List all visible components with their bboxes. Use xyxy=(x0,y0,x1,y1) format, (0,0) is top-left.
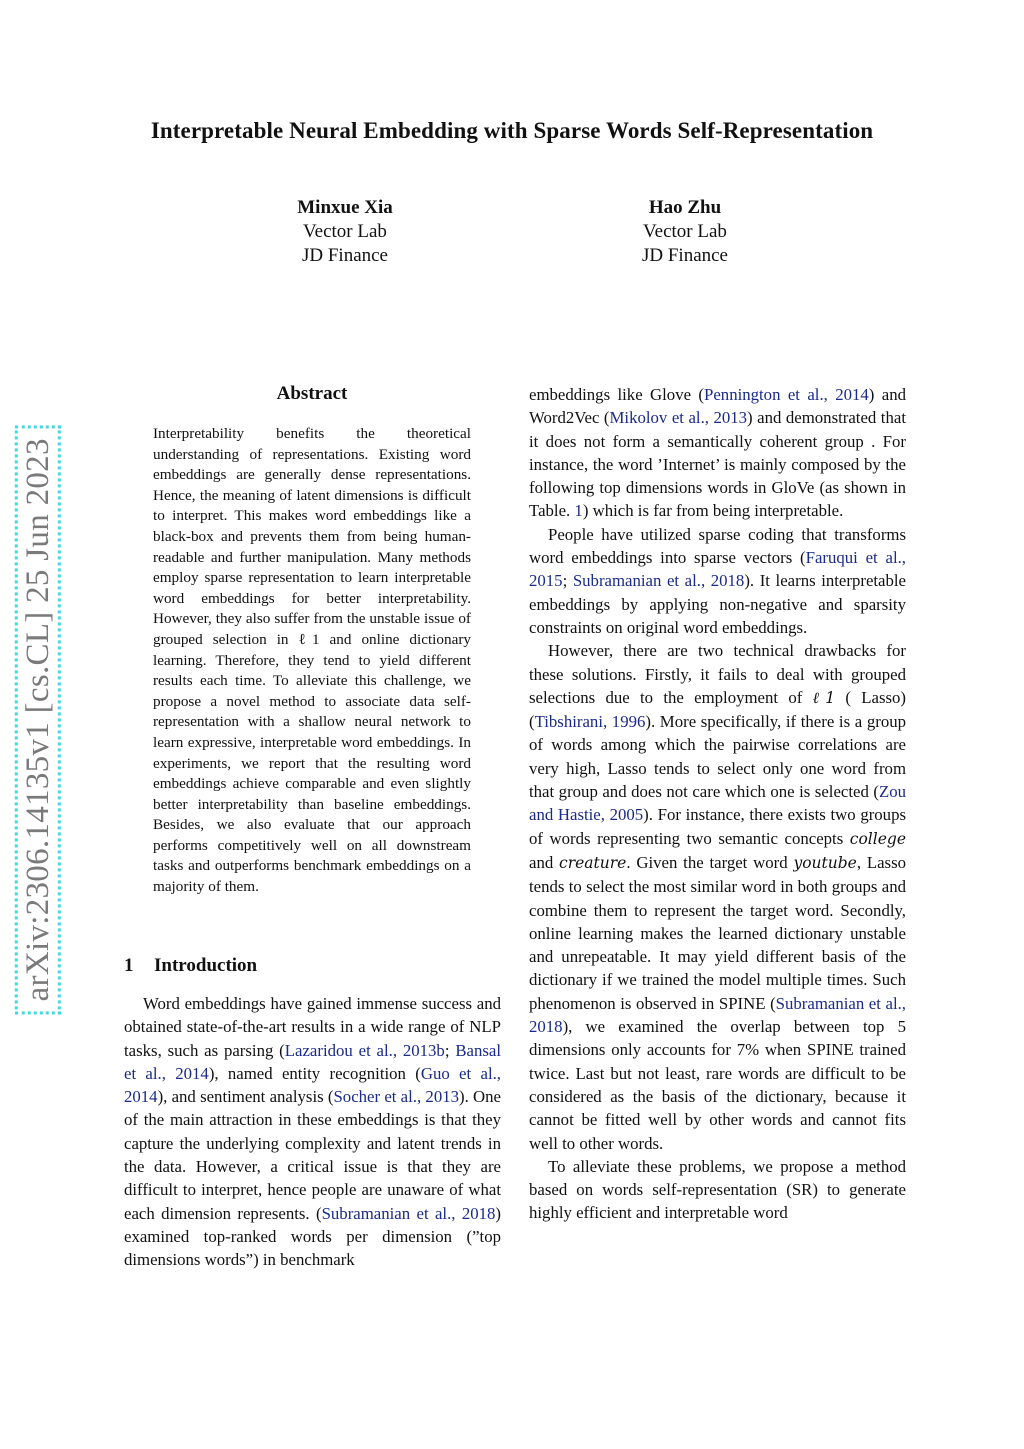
arxiv-sidebar xyxy=(14,420,62,1020)
text-run: ), and sentiment analysis ( xyxy=(157,1087,334,1107)
text-run: . Given the target word xyxy=(626,852,794,872)
math-term: ℓ1 xyxy=(812,688,836,707)
author-name: Hao Zhu xyxy=(648,197,722,218)
text-run: However, there are two technical drawbacks for these solutions. Firstly, it fails to deal with grouped selections due to the employment of xyxy=(529,641,906,707)
text-run: ( Lasso) ( xyxy=(529,687,907,732)
intro-paragraph-5 xyxy=(529,1155,906,1225)
author-affiliation: JD Finance xyxy=(641,245,728,266)
citation-link[interactable]: Socher et al., 2013 xyxy=(333,1087,459,1107)
text-run: ), named entity recognition ( xyxy=(208,1063,421,1083)
left-column xyxy=(124,992,501,1272)
right-column xyxy=(529,383,906,1225)
author-block-2 xyxy=(555,196,815,268)
intro-paragraph-1 xyxy=(124,992,501,1272)
section-title: Introduction xyxy=(154,955,258,976)
text-run: ). It learns interpretable embeddings by applying non-negative and sparsity constraints on original word embeddings. xyxy=(529,571,907,637)
citation-link[interactable]: Subramanian et al., 2018 xyxy=(572,571,745,591)
intro-paragraph-3 xyxy=(529,523,906,639)
math-term: creature xyxy=(559,853,627,872)
abstract-heading: Abstract xyxy=(276,383,348,404)
citation-link[interactable]: Faruqui et al., 2015 xyxy=(529,548,906,591)
text-run: ). For instance, there exists two groups of words representing two semantic concepts xyxy=(529,805,906,848)
text-run: To alleviate these problems, we propose a method based on words self-representation (SR) to generate highly efficient and interpretable word xyxy=(529,1156,906,1223)
citation-link[interactable]: Tibshirani, 1996 xyxy=(534,712,646,732)
text-run: , Lasso tends to select the most similar word in both groups and combine them to represent the target word. Secondly, online learning makes the learned dictionary unstable and unrepeatable. It may yield different basis of the dictionary if we trained the model multiple times. Such phenomenon is observed in SPINE ( xyxy=(529,852,906,1013)
author-name: Minxue Xia xyxy=(297,197,393,218)
citation-link[interactable]: Zou and Hastie, 2005 xyxy=(529,782,906,825)
citation-link[interactable]: Pennington et al., 2014 xyxy=(704,385,869,404)
text-run: Word embeddings have gained immense success and obtained state-of-the-art results in a wide range of NLP tasks, such as parsing ( xyxy=(124,994,501,1060)
text-run: ), we examined the overlap between top 5 dimensions only accounts for 7% when SPINE trained twice. Last but not least, rare words are difficult to be considered as the basis of the dictionary, because it cannot be fitted well by other words and cannot fits well to other words. xyxy=(529,1017,906,1153)
citation-link[interactable]: Bansal et al., 2014 xyxy=(124,1040,501,1083)
citation-link[interactable]: Guo et al., 2014 xyxy=(124,1063,501,1107)
text-run: ) and Word2Vec ( xyxy=(529,385,906,428)
text-run: People have utilized sparse coding that transforms word embeddings into sparse vectors ( xyxy=(529,524,906,568)
citation-link[interactable]: Mikolov et al., 2013 xyxy=(609,408,748,428)
text-run: ) which is far from being interpretable. xyxy=(582,501,844,521)
author-affiliation: JD Finance xyxy=(301,245,388,266)
intro-paragraph-2 xyxy=(529,383,906,523)
text-run: ; xyxy=(444,1040,456,1060)
text-run: ) examined top-ranked words per dimension (”top dimensions words”) in benchmark xyxy=(124,1203,501,1270)
intro-paragraph-4 xyxy=(529,639,906,1155)
citation-link[interactable]: Subramanian et al., 2018 xyxy=(321,1203,496,1223)
citation-link[interactable]: Subramanian et al., 2018 xyxy=(529,993,907,1037)
arxiv-stamp: arXiv:2306.14135v1 [cs.CL] 25 Jun 2023 xyxy=(15,425,61,1014)
text-run: and xyxy=(529,852,560,872)
text-run: embeddings like Glove ( xyxy=(529,385,705,404)
author-affiliation: Vector Lab xyxy=(643,221,727,242)
paper-title: Interpretable Neural Embedding with Sparse Words Self-Representation xyxy=(150,118,874,143)
text-run: ). One of the main attraction in these embeddings is that they capture the underlying complexity and latent trends in the data. However, a critical issue is that they are difficult to interpret, hence people are unaware of what each dimension represents. ( xyxy=(124,1087,501,1223)
text-run: ) and demonstrated that it does not form a semantically coherent group . For instance, the word ’Internet’ is mainly composed by the following top dimensions words in GloVe (as shown in Table. xyxy=(529,408,906,521)
math-term: youtube xyxy=(793,853,857,872)
math-term: college xyxy=(849,829,906,848)
author-affiliation: Vector Lab xyxy=(303,221,387,242)
text-run: ). More specifically, if there is a group of words among which the pairwise correlations are very high, Lasso tends to select only one word from that group and does not care which one is selected ( xyxy=(529,712,906,802)
text-run: ; xyxy=(562,571,573,591)
section-heading-introduction xyxy=(124,955,504,977)
section-number: 1 xyxy=(124,955,134,976)
author-block-1 xyxy=(215,196,475,268)
abstract-text: Interpretability benefits the theoretical understanding of representations. Existing word embeddings are generally dense representations. Hence, the meaning of latent dimensions is difficult to interpret. This makes word embeddings like a black-box and prevents them from being human-readable and further manipulation. Many methods employ sparse representation to learn interpretable word embeddings for better interpretability. However, they also suffer from the unstable issue of grouped selection in ℓ1 and online dictionary learning. Therefore, they tend to yield different results each time. To alleviate this challenge, we propose a novel method to associate data self-representation with a shallow neural network to learn expressive, interpretable word embeddings. In experiments, we report that the resulting word embeddings achieve comparable and even slightly better interpretability than baseline embeddings. Besides, we also evaluate that our approach performs competitively well on all downstream tasks and outperforms benchmark embeddings on a majority of them. xyxy=(153,425,471,896)
citation-link[interactable]: 1 xyxy=(574,501,583,521)
citation-link[interactable]: Lazaridou et al., 2013b xyxy=(284,1040,445,1060)
